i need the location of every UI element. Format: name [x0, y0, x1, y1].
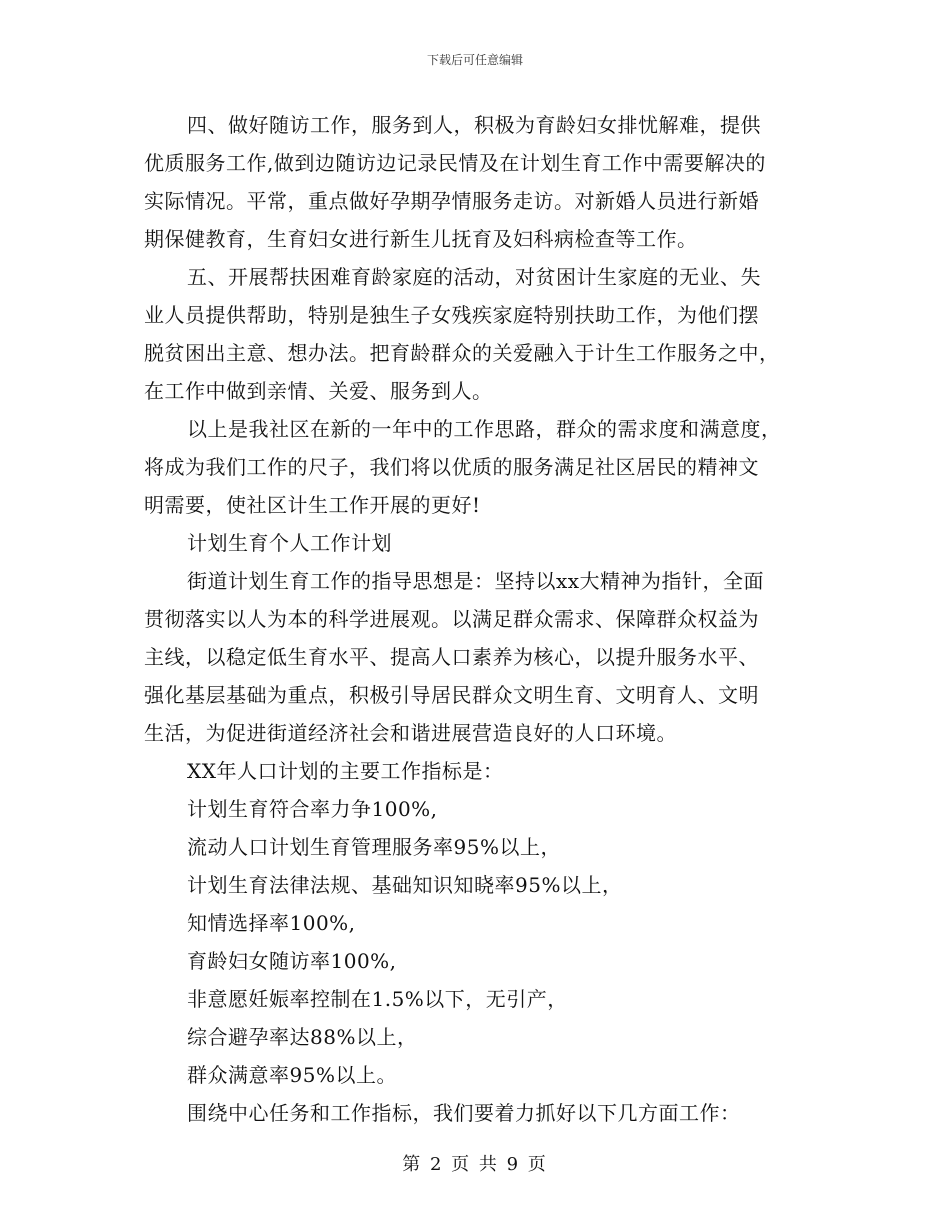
indicator-item: 综合避孕率达88%以上，: [187, 1025, 418, 1049]
indicator-item: 群众满意率95%以上。: [187, 1063, 397, 1087]
section-title: 计划生育个人工作计划: [187, 531, 392, 555]
paragraph-line: 生活，为促进街道经济社会和谐进展营造良好的人口环境。: [144, 721, 677, 745]
indicator-item: 计划生育符合率力争100%,: [187, 797, 438, 821]
paragraph-line: 在工作中做到亲情、关爱、服务到人。: [144, 379, 493, 403]
paragraph-line: 强化基层基础为重点，积极引导居民群众文明生育、文明育人、文明: [144, 683, 759, 707]
paragraph-line: 四、做好随访工作，服务到人，积极为育龄妇女排忧解难，提供: [187, 113, 761, 137]
paragraph-line: 将成为我们工作的尺子，我们将以优质的服务满足社区居民的精神文: [144, 455, 759, 479]
paragraph-line: 以上是我社区在新的一年中的工作思路，群众的需求度和满意度，: [187, 417, 782, 441]
indicator-item: 计划生育法律法规、基础知识知晓率95%以上，: [187, 873, 623, 897]
paragraph-line: 脱贫困出主意、想办法。把育龄群众的关爱融入于计生工作服务之中，: [144, 341, 780, 365]
indicator-item: 育龄妇女随访率100%,: [187, 949, 397, 973]
indicator-item: 流动人口计划生育管理服务率95%以上，: [187, 835, 561, 859]
document-body: [144, 106, 809, 1132]
page-number-footer: 第 2 页 共 9 页: [402, 1154, 548, 1175]
paragraph-line: 街道计划生育工作的指导思想是：坚持以xx大精神为指针，全面: [187, 569, 765, 593]
paragraph-line: 主线，以稳定低生育水平、提高人口素养为核心，以提升服务水平、: [144, 645, 759, 669]
paragraph-line: 贯彻落实以人为本的科学进展观。以满足群众需求、保障群众权益为: [144, 607, 759, 631]
indicator-item: 非意愿妊娠率控制在1.5%以下，无引产，: [187, 987, 568, 1011]
paragraph-line: 围绕中心任务和工作指标，我们要着力抓好以下几方面工作：: [187, 1101, 741, 1125]
page-header-note: 下载后可任意编辑: [426, 53, 523, 67]
paragraph-line: 明需要，使社区计生工作开展的更好!: [144, 493, 481, 517]
paragraph-line: XX年人口计划的主要工作指标是：: [187, 759, 504, 783]
paragraph-line: 期保健教育，生育妇女进行新生儿抚育及妇科病检查等工作。: [144, 227, 698, 251]
paragraph-line: 业人员提供帮助，特别是独生子女残疾家庭特别扶助工作，为他们摆: [144, 303, 759, 327]
paragraph-line: 五、开展帮扶困难育龄家庭的活动，对贫困计生家庭的无业、失: [187, 265, 761, 289]
paragraph-line: 实际情况。平常，重点做好孕期孕情服务走访。对新婚人员进行新婚: [144, 189, 759, 213]
paragraph-line: 优质服务工作,做到边随访边记录民情及在计划生育工作中需要解决的: [144, 151, 766, 175]
indicator-item: 知情选择率100%,: [187, 911, 356, 935]
